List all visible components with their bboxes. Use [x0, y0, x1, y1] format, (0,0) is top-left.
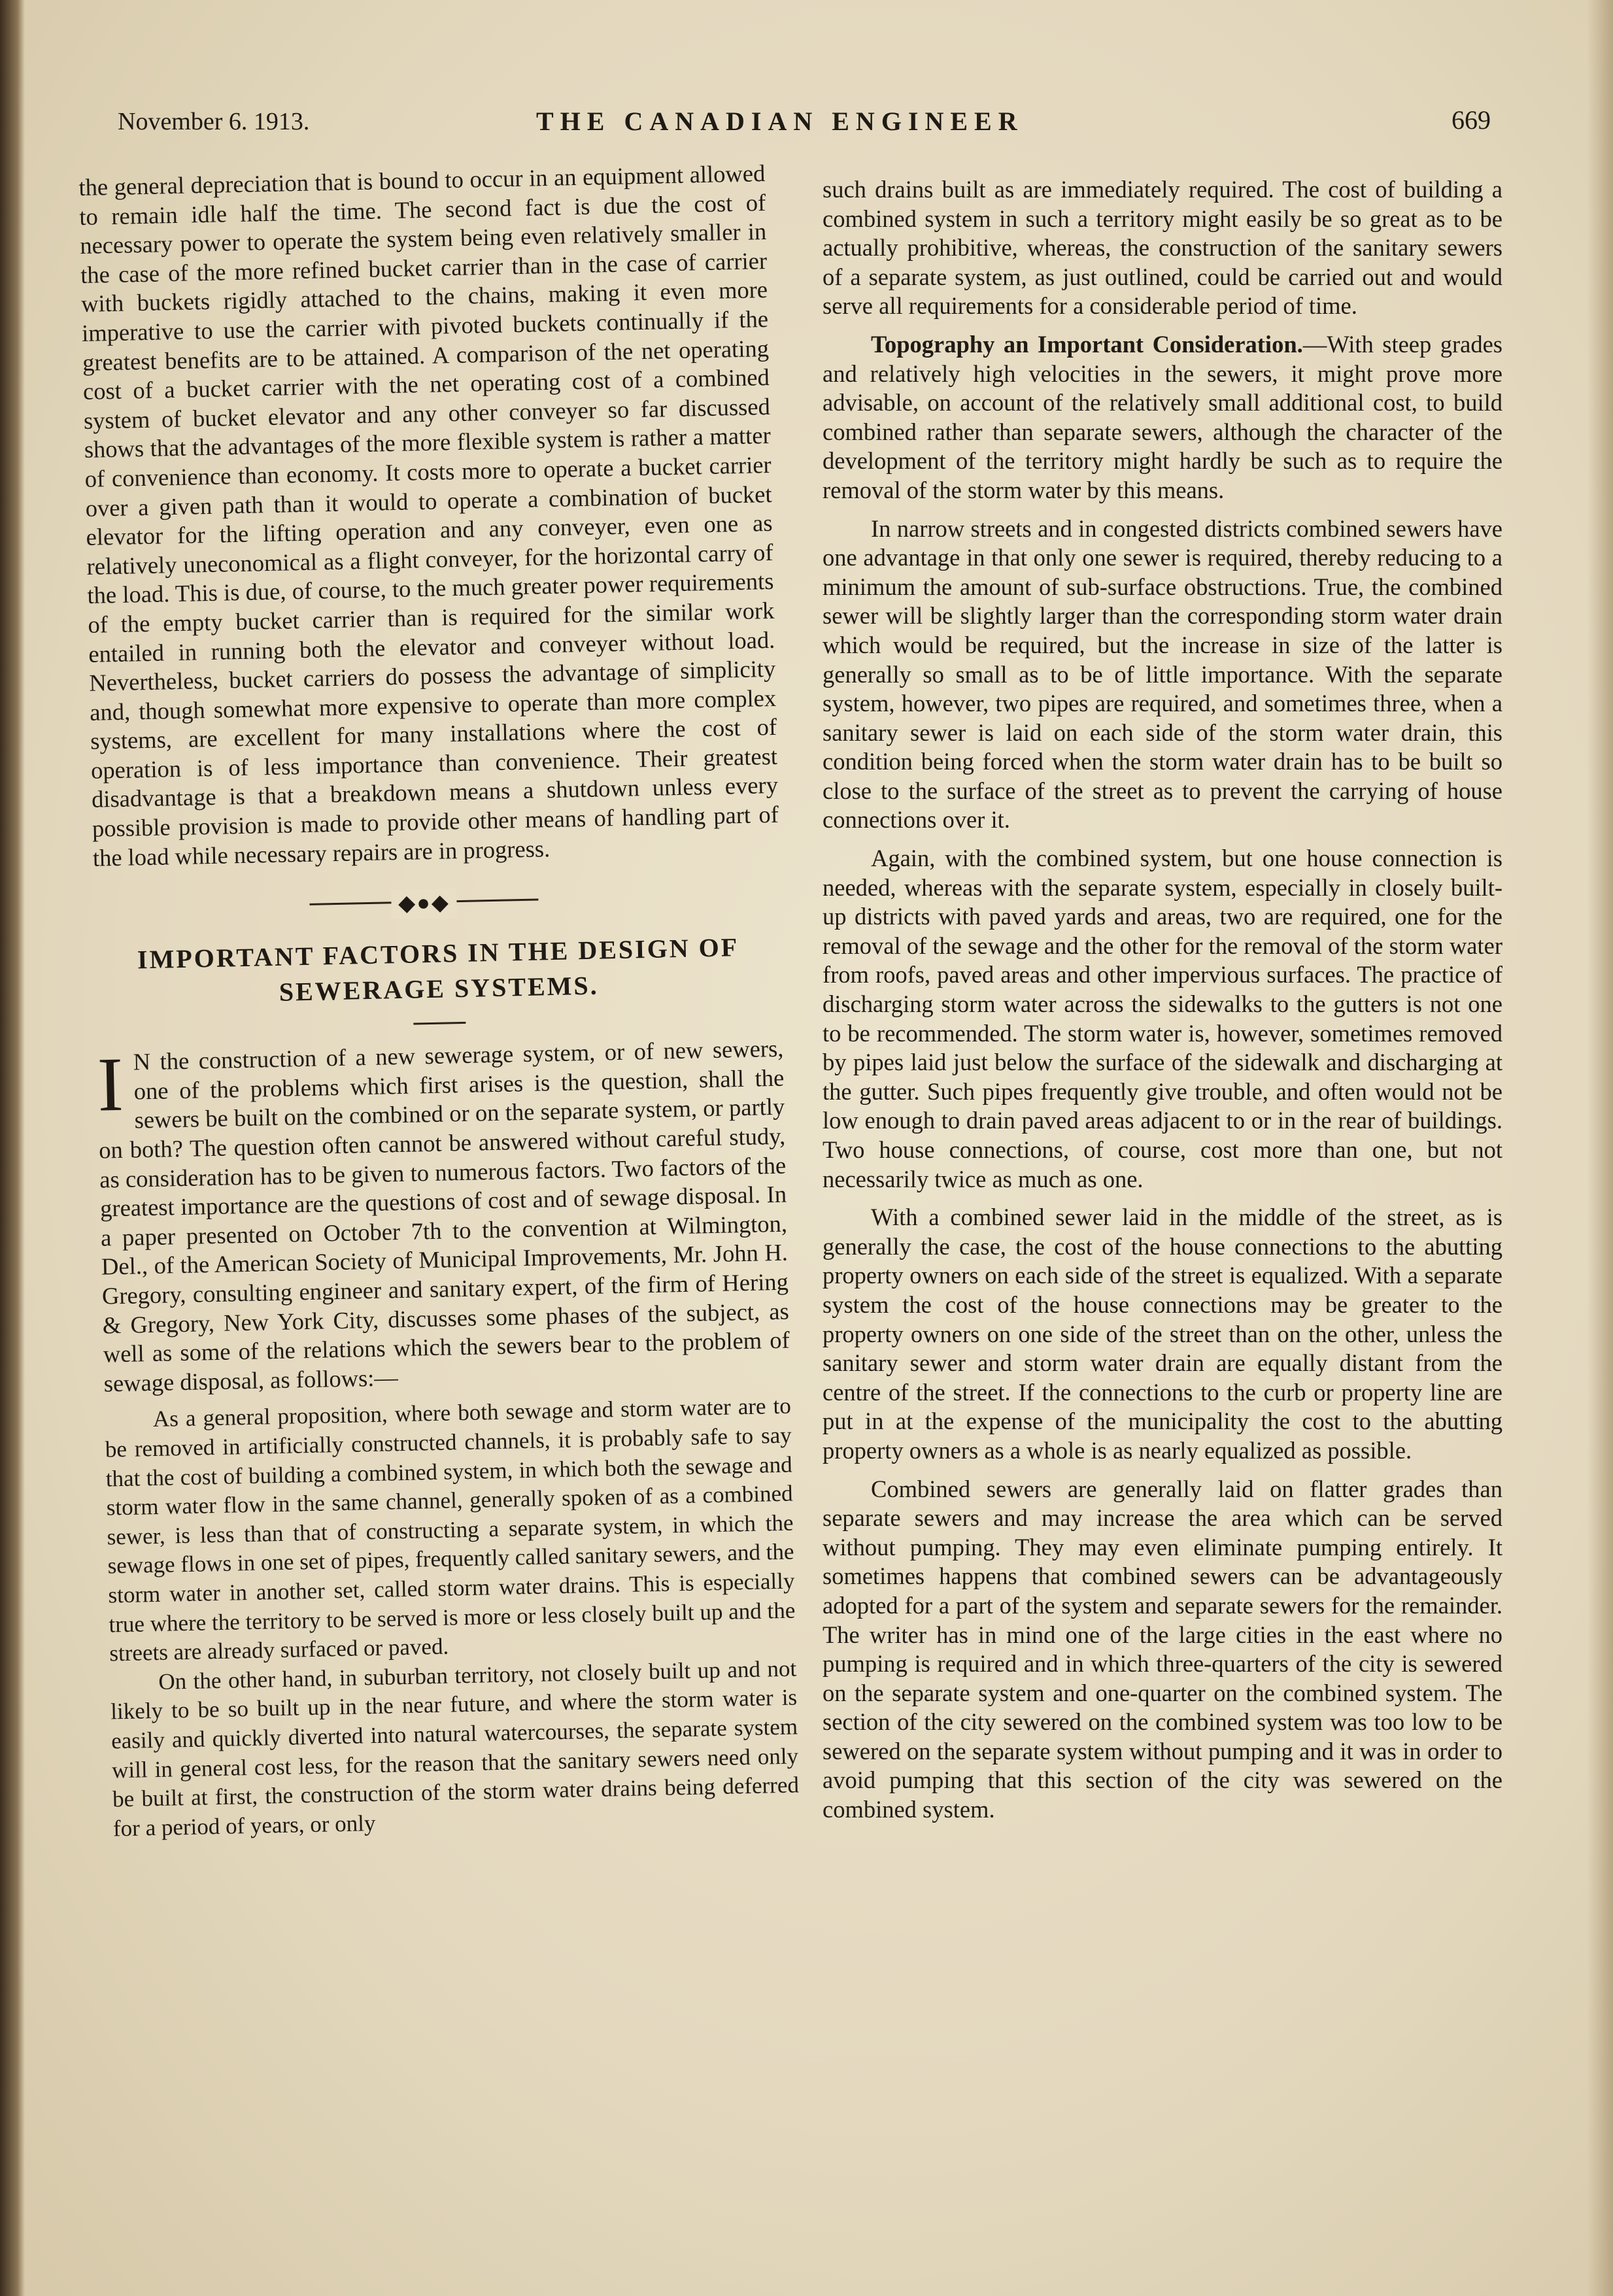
intro-text: N the construction of a new sewerage system, or of new sewers, one of the problems which first arises is the question, shall the sewers be built on the combined or on the separate system, or partly on both? The question often cannot be answered without careful study, as consideration has to be given to numerous factors. Two factors of the greatest importance are the questions of cost and of sewage disposal. In a paper presented on October 7th to the convention at Wilmington, Del., of the American Society of Municipal Improvements, Mr. John H. Gregory, consulting engineer and sanitary expert, of the firm of Hering & Gregory, New York City, discusses some phases of the subject, as well as some of the relations which the sewers bear to the problem of sewage disposal, as follows:—: [98, 1034, 790, 1397]
combined-sewer-middle-paragraph: With a combined sewer laid in the middle of the street, as is generally the case, the cost of the house connections to the abutting property owners on each side of the street is equalized. With a separate system the cost of the house connections may be greater to the property owners on one side of the street than on the other, unless the sanitary sewer and storm water drain are equally distant from the centre of the street. If the connections to the curb or property line are put in at the expense of the municipality the cost to the abutting property owners as a whole is as nearly equalized as possible.: [823, 1204, 1503, 1464]
running-header: [118, 98, 1491, 144]
section-divider: [93, 875, 781, 929]
drop-cap: I: [96, 1041, 124, 1128]
topography-subheading: Topography an Important Consideration.: [871, 330, 1303, 358]
article-title-line-2: SEWERAGE SYSTEMS.: [279, 970, 600, 1007]
intro-paragraph: [97, 1034, 790, 1398]
journal-title: THE CANADIAN ENGINEER: [536, 107, 1024, 136]
quoted-paragraph-1: As a general proposition, where both sewage and storm water are to be removed in artificially constructed channels, it is probably safe to say that the cost of building a combined system, in which both the sewage and storm water flow in the same channel, generally spoken of as a combined sewer, is less than that of constructing a separate system, in which the sewage flows in one set of pipes, frequently called sanitary sewers, and the storm water in another set, called storm water drains. This is especially true where the territory to be served is more or less closely built up and the streets are already surfaced or paved.: [105, 1393, 796, 1666]
right-column: [823, 175, 1503, 1825]
topography-paragraph: [823, 330, 1503, 505]
page-number: 669: [1452, 105, 1491, 135]
topography-text: —With steep grades and relatively high velocities in the sewers, it might prove more advisable, on account of the relatively small additional cost, to build combined rather than separate sewers, although the character of the development of the territory might hardly be such as to require the removal of the storm water by this means.: [823, 330, 1503, 503]
house-connection-paragraph: Again, with the combined system, but one house connection is needed, whereas with the separate system, especially in closely built-up districts with paved yards and areas, two are required, one for the removal of the sewage and the other for the removal of the storm water from roofs, paved areas and other impervious surfaces. The practice of discharging storm water across the sidewalks to the gutters is not one to be recommended. The storm water is, however, sometimes removed by pipes laid just below the surface of the sidewalk and discharging at the gutter. Such pipes frequently give trouble, and often would not be low enough to drain paved areas adjacent to or in the rear of buildings. Two house connections, of course, cost more than one, but not necessarily twice as much as one.: [823, 845, 1503, 1192]
title-rule: [413, 1022, 466, 1025]
binding-shadow: [0, 0, 25, 2296]
continued-paragraph: the general depreciation that is bound to occur in an equipment allowed to remain idle half the time. The second fact is due the cost of necessary power to operate the system being even relatively smaller in the case of the more refined bucket carrier than in the case of carrier with buckets rigidly attached to the chains, making it even more imperative to use the carrier with pivoted buckets continually if the greatest benefits are to be attained. A comparison of the net operating cost of a bucket carrier with the net operating cost of a combined system of bucket elevator and any other conveyer so far discussed shows that the advantages of the more flexible system is rather a matter of convenience than economy. It costs more to operate a bucket carrier over a given path than it would to operate a combination of bucket elevator for the lifting operation and any conveyer, even one as relatively uneconomical as a flight conveyer, for the horizontal carry of the load. This is due, of course, to the much greater power requirements of the empty bucket carrier than is required for the similar work entailed in running both the elevator and conveyer without load. Nevertheless, bucket carriers do possess the advantage of simplicity and, though somewhat more expensive to operate than more complex systems, are excellent for many installations where the cost of operation is of less importance than convenience. Their greatest disadvantage is that a breakdown means a shutdown unless every possible provision is made to provide other means of handling part of the load while necessary repairs are in progress.: [78, 160, 779, 871]
article-title: [95, 929, 783, 1014]
article-title-line-1: IMPORTANT FACTORS IN THE DESIGN OF: [137, 932, 739, 975]
continued-paragraph-right: such drains built as are immediately required. The cost of building a combined system in such a territory might easily be so great as to be actually prohibitive, whereas, the construction of the sanitary sewers of a separate system, as just outlined, could be carried out and would serve all requirements for a considerable period of time.: [823, 176, 1503, 320]
issue-date: November 6. 1913.: [118, 108, 310, 135]
page-edge-shadow: [1587, 0, 1613, 2296]
quoted-paragraph-2: On the other hand, in suburban territory, not closely built up and not likely to be so built up in the near future, and where the storm water is easily and quickly diverted into natural watercourses, the separate system will in general cost less, for the reason that the sanitary sewers need only be built at first, the construction of the storm water drains being deferred for a period of years, or only: [110, 1655, 800, 1842]
divider-ornament: ◆●◆: [391, 888, 457, 919]
flatter-grades-paragraph: Combined sewers are generally laid on flatter grades than separate sewers and may increase the area which can be served without pumping. They may even eliminate pumping entirely. It sometimes happens that combined sewers can be advantageously adopted for a part of the system and separate sewers for the remainder. The writer has in mind one of the large cities in the east where no pumping is required and in which three-quarters of the city is sewered on the separate system and one-quarter on the combined system. The section of the city sewered on the combined system was too low to be sewered on the separate system without pumping and it was in order to avoid pumping that this section of the city was sewered on the combined system.: [823, 1475, 1503, 1823]
left-column: [78, 159, 800, 1844]
narrow-streets-paragraph: In narrow streets and in congested districts combined sewers have one advantage in that only one sewer is required, thereby reducing to a minimum the amount of sub-surface obstructions. True, the combined sewer will be slightly larger than the corresponding storm water drain which would be required, but the increase in size of the latter is generally so small as to be of little importance. With the separate system, however, two pipes are required, and sometimes three, when a sanitary sewer is laid on each side of the storm water drain, this condition being forced when the storm water drain has to be built so close to the surface of the street as to prevent the carrying of house connections over it.: [823, 515, 1503, 834]
